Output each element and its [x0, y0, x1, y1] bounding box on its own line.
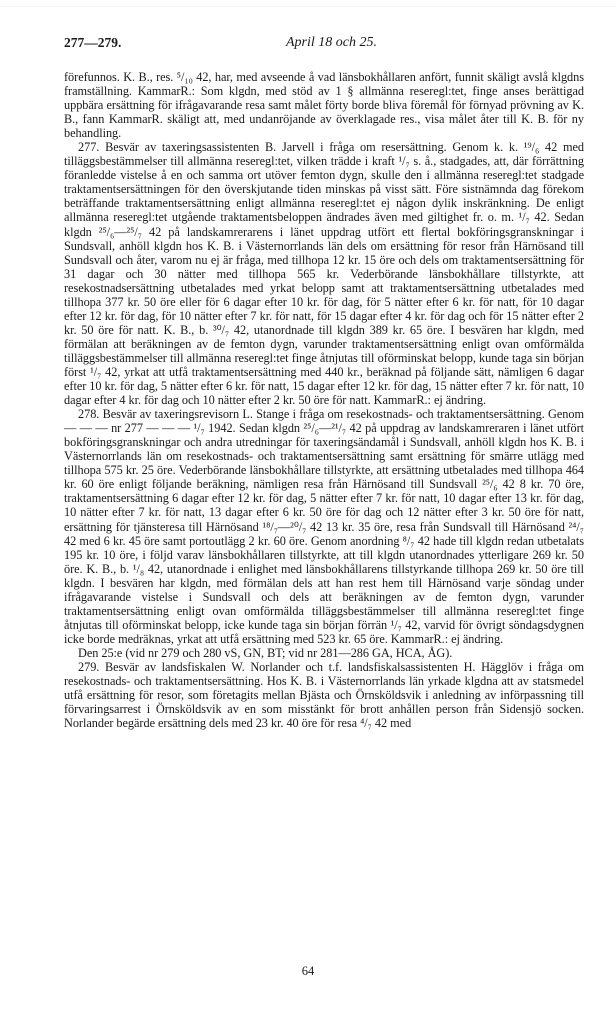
paragraph-case-279: 279. Besvär av landsfiskalen W. Norlander och t.f. landsfiskalsassistenten H. Hägglöv i fråga om resekostnads- och traktamentsersättning. Hos K. B. i Västernorrlands län yrkade klgdna att av statsmedel utfå ersättning för resor, som företagits mellan Bjästa och Örnsköldsvik i anledning av införpassning till förvaringsarrest i Örnsköldsvik av en som misstänkt för brott anhållen person från Sidensjö socken. Norlander begärde ersättning dels med 23 kr. 40 öre för resa ⁴/₇ 42 med	[64, 659, 584, 731]
paragraph-continuation: förefunnos. K. B., res. ⁵/₁₀ 42, har, med avseende å vad länsbokhållaren anfört, funnit skäligt avslå klgdns framställning. KammarR.: Som klgdn, med stöd av 1 § allmänna reseregl:tet, finge anses berättigad uppbära ersättning för ifrågavarande resa samt målet förty borde bliva föremål för förnyad prövning av K. B., fann KammarR. skäligt att, med undanröjande av överklagade res., visa målet åter till K. B. för ny behandling.	[64, 70, 584, 141]
paragraph-date-heading: Den 25:e (vid nr 279 och 280 vS, GN, BT; vid nr 281—286 GA, HCA, ÅG).	[78, 645, 453, 660]
page-number: 64	[301, 964, 315, 978]
paragraph-case-277: 277. Besvär av taxeringsassistenten B. Jarvell i fråga om resersättning. Genom k. k. ¹⁹/₆ 42 med tilläggsbestämmelser till allmänna reseregl:tet, vilken trädde i kraft ¹/₇ s. å., stadgades, att, där förrättning föranledde vistelse å en och samma ort utöver femton dygn, skulle den i allmänna reseregl:tet stadgade traktamentsersättningen för den överskjutande tiden minskas på visst sätt. Före sistnämnda dag förekom beträffande traktamentsersättning enligt allmänna reseregl:tet ej någon dylik inskränkning. De enligt allmänna reseregl:tet utgående traktamentsbeloppen ändrades även med giltighet fr. o. m. ¹/₇ 42. Sedan klgdn ²⁵/₆—²⁵/₇ 42 på landskamrerarens i länet uppdrag utfört ett flertal bokföringsgranskningar i Sundsvall, anhöll klgdn hos K. B. i Västernorrlands län dels om ersättning för resor från Härnösand till Sundsvall och åter, varom nu ej är fråga, med tillhopa 12 kr. 15 öre och dels om traktamentsersättning för 31 dagar och 30 nätter med tillhopa 565 kr. Vederbörande länsbokhållare tillstyrkte, att resekostnadsersättning utbetalades med yrkat belopp samt att traktamentsersättning utbetalades med tillhopa 377 kr. 50 öre eller för 6 dagar efter 10 kr. för dag, för 5 nätter efter 6 kr. för natt, för 10 dagar efter 12 kr. för dag, för 10 nätter efter 7 kr. för natt, för 15 dagar efter 4 kr. för dag och för 15 nätter efter 2 kr. 50 öre för natt. K. B., b. ³⁰/₇ 42, utanordnade till klgdn 389 kr. 65 öre. I besvären har klgdn, med förmälan att beräkningen av de femton dygn, varunder traktamentsersättning enligt ovan omförmälda tilläggsbestämmelser till allmänna reseregl:tet finge åtnjutas till oförminskat belopp, kunde taga sin början först ¹/₇ 42, yrkat att utfå traktamentsersättning med 440 kr., beräknad på följande sätt, nämligen 6 dagar efter 10 kr. för dag, 5 nätter efter 6 kr. för natt, 15 dagar efter 12 kr. för dag, 15 nätter efter 7 kr. för natt, 10 dagar efter 4 kr. för dag och 10 nätter efter 2 kr. 50 öre för natt. KammarR.: ej ändring.	[64, 140, 584, 408]
page-header	[64, 35, 584, 55]
body-text	[64, 70, 584, 730]
paragraph-case-278: 278. Besvär av taxeringsrevisorn L. Stange i fråga om resekostnads- och traktamentsersättning. Genom — — — nr 277 — — — ¹/₇ 1942. Sedan klgdn ²⁵/₆—²¹/₇ 42 på uppdrag av landskamreraren i länet utfört bokföringsgranskningar och andra utredningar för taxeringsändamål i Sundsvall, anhöll klgdn hos K. B. i Västernorrlands län om resekostnads- och traktamentsersättning samt ersättning för smärre utlägg med tillhopa 575 kr. 25 öre. Vederbörande länsbokhållare tillstyrkte, att ersättning utbetalades med tillhopa 464 kr. 60 öre enligt följande beräkning, nämligen resa från Härnösand till Sundsvall ²⁵/₆ 42 8 kr. 70 öre, traktamentsersättning 6 dagar efter 12 kr. för dag, 5 nätter efter 7 kr. för natt, 10 dagar efter 13 kr. för dag, 10 nätter efter 7 kr. för natt, 13 dagar efter 6 kr. 50 öre för dag och 12 nätter efter 3 kr. 50 öre för natt, ersättning för tjänsteresa till Härnösand ¹⁸/₇—²⁰/₇ 42 13 kr. 35 öre, resa från Sundsvall till Härnösand ²⁴/₇ 42 med 6 kr. 45 öre samt portoutlägg 2 kr. 60 öre. Genom anordning ⁸/₇ 42 hade till klgdn redan utbetalats 195 kr. 10 öre, i följd varav länsbokhållaren tillstyrkte, att till klgdn utanordnades ytterligare 269 kr. 50 öre. K. B., b. ¹/₈ 42, utanordnade i enlighet med länsbokhållarens tillstyrkande tillhopa 269 kr. 50 öre till klgdn. I besvären har klgdn, med förmälan dels att han rest hem till Härnösand varje söndag under ifrågavarande vistelse i Sundsvall och dels att beräkningen av de femton dygn, varunder traktamentsersättning enligt ovan omförmälda tilläggsbestämmelser till allmänna reseregl:tet finge åtnjutas till oförminskat belopp, icke kunde taga sin början förrän ¹/₇ 42, varvid för övrigt söndagsdygnen icke borde medräknas, yrkat att utfå ersättning med 523 kr. 65 öre. KammarR.: ej ändring.	[64, 407, 584, 646]
scan-edge-line	[0, 6, 616, 7]
header-case-range: 277—279.	[64, 35, 122, 50]
header-date-title: April 18 och 25.	[286, 35, 377, 50]
